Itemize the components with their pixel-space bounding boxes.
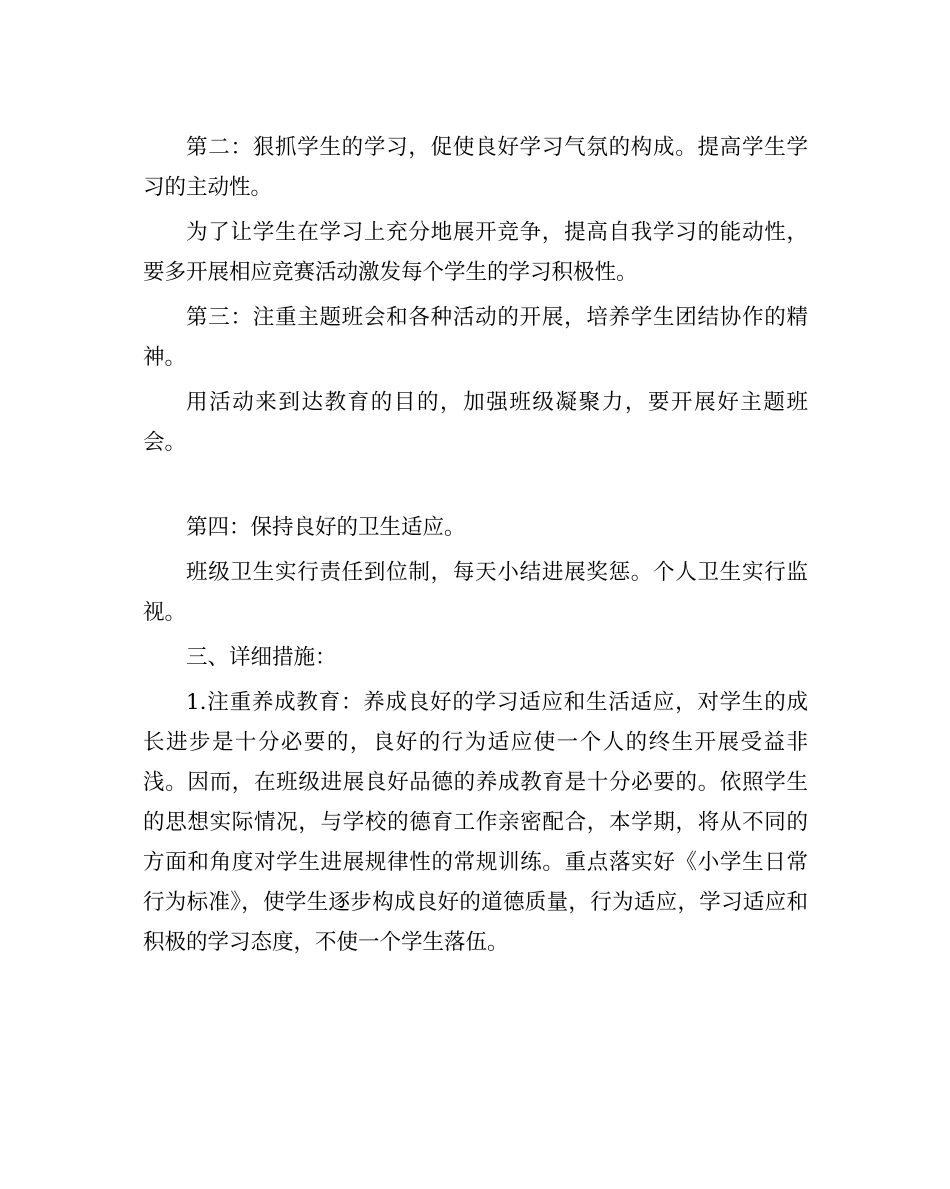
document-body [143, 128, 808, 968]
paragraph-section-four-heading: 第四：保持良好的卫生适应。 [186, 515, 466, 540]
paragraph-habit-education: 1.注重养成教育：养成良好的学习适应和生活适应，对学生的成长进步是十分必要的，良好的行为适应使一个人的终生开展受益非浅。因而，在班级进展良好品德的养成教育是十分必要的。依照学生的思想实际情况，与学校的德育工作亲密配合，本学期，将从不同的方面和角度对学生进展规律性的常规训练。重点落实好《小学生日常行为标准》，使学生逐步构成良好的道德质量，行为适应，学习适应和积极的学习态度，不使一个学生落伍。 [143, 690, 808, 955]
paragraph-competition: 为了让学生在学习上充分地展开竞争，提高自我学习的能动性，要多开展相应竞赛活动激发每个学生的学习积极性。 [143, 220, 808, 285]
paragraph-measures-heading: 三、详细措施： [186, 645, 337, 670]
paragraph-hygiene: 班级卫生实行责任到位制，每天小结进展奖惩。个人卫生实行监视。 [143, 560, 808, 625]
paragraph-section-two-heading: 第二：狠抓学生的学习，促使良好学习气氛的构成。提高学生学习的主动性。 [143, 135, 808, 200]
paragraph-class-meeting: 用活动来到达教育的目的，加强班级凝聚力，要开展好主题班会。 [143, 390, 808, 455]
paragraph-section-three-heading: 第三：注重主题班会和各种活动的开展，培养学生团结协作的精神。 [143, 305, 808, 370]
